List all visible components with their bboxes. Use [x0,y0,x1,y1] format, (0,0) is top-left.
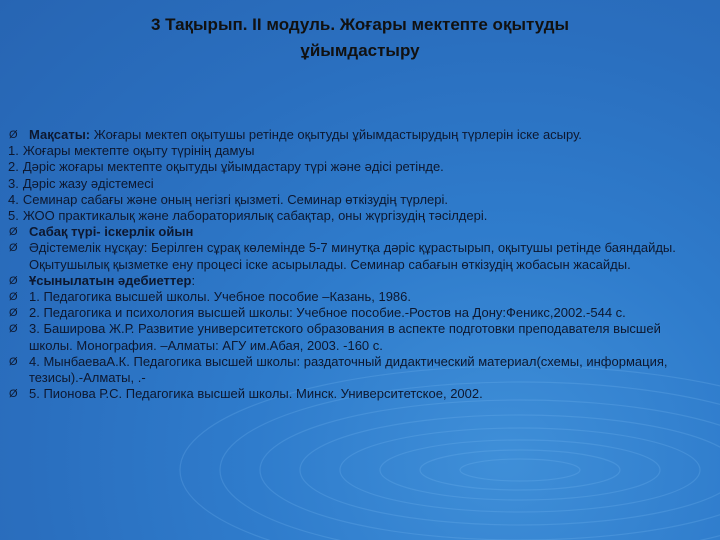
slide-title [90,12,630,64]
list-item [8,176,708,192]
list-item-body: Дәріс жазу әдістемесі [22,175,154,191]
list-item-body: 4. МынбаеваА.К. Педагогика высшей школы: раздаточный дидактический материал(схемы, информация, тезисы).-Алматы, .- [29,353,668,386]
list-item-text [29,273,708,289]
list-item-bold-label: Сабақ түрі- іскерлік ойын [29,224,194,240]
list-item [8,159,708,175]
list-item-text [29,354,708,386]
list-item [8,305,708,321]
list-number: 5. [8,208,19,224]
arrow-bullet-icon: Ø [9,226,18,239]
list-item-text [29,224,708,240]
list-item-text [29,305,708,321]
slide-title-line-2: ұйымдастыру [300,41,420,60]
list-item-body: 5. Пионова Р.С. Педагогика высшей школы. Минск. Университетское, 2002. [29,386,483,402]
list-item-body: Әдістемелік нұсқау: Берілген сұрақ көлемінде 5-7 минутқа дәріс құрастырып, оқытушы ретінде баяндайды. Оқытушылық қызметке ену процесі іске асырылады. Семинар сабағын өткізудің жобасын жасайды. [29,240,676,272]
list-item [8,240,708,272]
list-number: 4. [8,191,19,207]
list-item [8,127,708,143]
list-item-body: 2. Педагогика и психология высшей школы: Учебное пособие.-Ростов на Дону:Феникс,2002.-544 с. [29,305,626,321]
list-item [8,321,708,353]
list-item-bold-label: Мақсаты: [29,127,91,142]
list-item-text [29,127,708,143]
arrow-bullet-icon: Ø [9,355,18,368]
list-item-body: Семинар сабағы және оның негізгі қызметі. Семинар өткізудің түрлері. [22,191,449,207]
list-item [8,386,708,402]
list-number: 1. [8,143,19,159]
list-item-text [23,159,708,175]
list-item-text [23,192,708,208]
arrow-bullet-icon: Ø [9,291,18,304]
slide-title-line-1: 3 Тақырып. ІІ модуль. Жоғары мектепте оқытуды [150,15,570,34]
list-item-text [29,240,708,272]
list-item-body: 1. Педагогика высшей школы. Учебное пособие –Казань, 1986. [29,289,411,305]
list-item-text [23,143,708,159]
arrow-bullet-icon: Ø [9,323,18,336]
list-item [8,354,708,386]
list-item [8,289,708,305]
list-item-text [29,321,708,353]
list-item-body: Жоғары мектеп оқытушы ретінде оқытуды ұйымдастырудың түрлерін іске асыру. [90,127,582,142]
arrow-bullet-icon: Ø [9,307,18,320]
arrow-bullet-icon: Ø [9,242,18,255]
list-item [8,273,708,289]
list-item-text [29,386,708,402]
list-item [8,192,708,208]
list-item-text [29,289,708,305]
list-item-body: : [191,272,196,288]
list-item-body: ЖОО практикалық және лабораториялық сабақтар, оны жүргізудің тәсілдері. [22,208,488,224]
list-item [8,208,708,224]
list-item-text [23,176,708,192]
list-item-text [23,208,708,224]
list-number: 2. [8,159,19,175]
list-number: 3. [8,175,19,191]
arrow-bullet-icon: Ø [9,129,18,141]
list-item [8,143,708,159]
list-item-body: Дәріс жоғары мектепте оқытуды ұйымдастару түрі және әдісі ретінде. [22,159,444,175]
list-item [8,224,708,240]
list-item-body: 3. Баширова Ж.Р. Развитие университетского образования в аспекте подготовки преподавателя высшей школы. Монография. –Алматы: АГУ им.Абая, 2003. -160 с. [29,321,661,353]
slide-body [8,127,708,402]
arrow-bullet-icon: Ø [9,388,18,401]
list-item-bold-label: Ұсынылатын әдебиеттер [29,272,192,288]
list-item-body: Жоғары мектепте оқыту түрінің дамуы [22,143,255,159]
arrow-bullet-icon: Ø [9,274,18,287]
